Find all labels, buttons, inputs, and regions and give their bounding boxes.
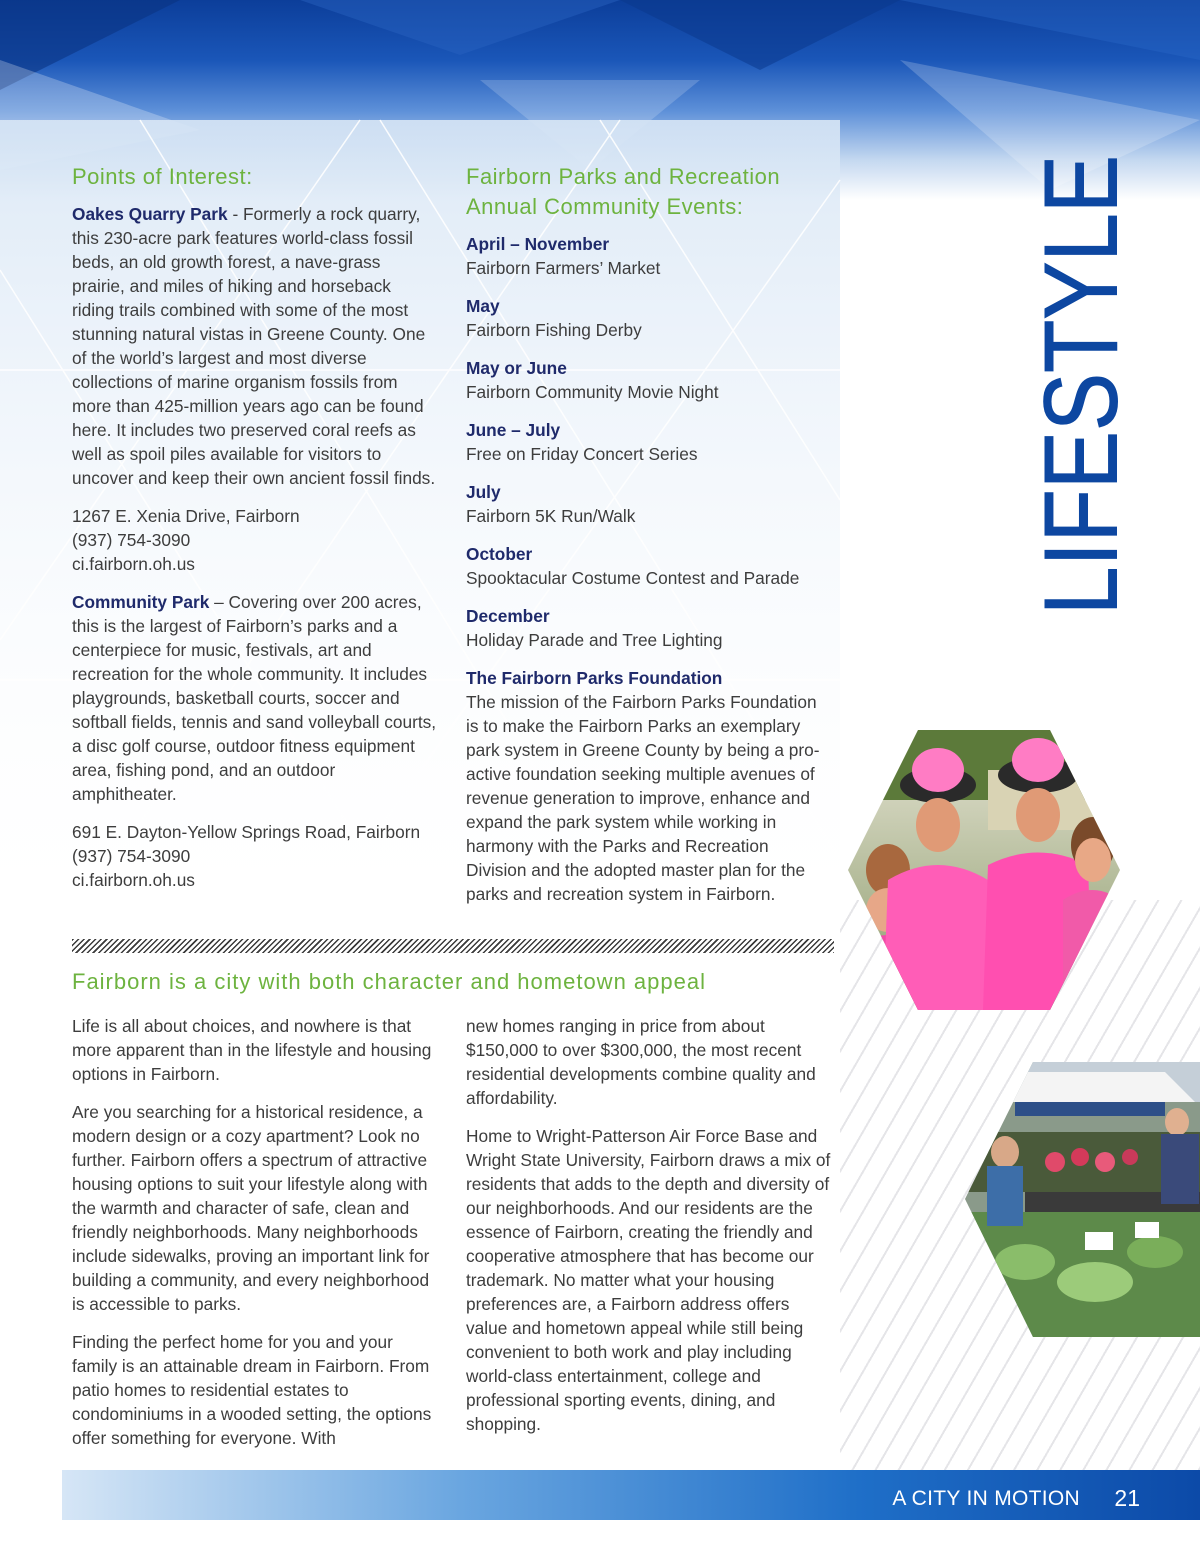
oakes-quarry-name: Oakes Quarry Park (72, 204, 228, 224)
event-when: April – November (466, 234, 610, 254)
housing-paragraph-1: Life is all about choices, and nowhere is that more apparent than in the lifestyle and housing options in Fairborn. (72, 1016, 432, 1084)
event-when: May (466, 296, 500, 316)
events-list (466, 232, 831, 652)
event-when: December (466, 606, 550, 626)
event-when: October (466, 544, 533, 564)
farmers-market-photo (965, 1062, 1200, 1337)
event-when: June – July (466, 420, 561, 440)
community-park-desc: – Covering over 200 acres, this is the largest of Fairborn’s parks and a centerpiece for music, festivals, art and recreation for the whole community. It includes playgrounds, basketball courts, soccer and softball fields, tennis and sand volleyball courts, a disc golf course, outdoor fitness equipment area, fishing pond, and an outdoor amphitheater. (72, 592, 437, 804)
event-what: Spooktacular Costume Contest and Parade (466, 568, 800, 588)
lifestyle-text: LIFESTYLE (1023, 65, 1140, 615)
points-heading: Points of Interest: (72, 164, 253, 189)
oakes-address: 1267 E. Xenia Drive, Fairborn (72, 506, 300, 526)
housing-heading: Fairborn is a city with both character and hometown appeal (72, 969, 706, 994)
community-web-link[interactable]: ci.fairborn.oh.us (72, 870, 195, 890)
community-park-paragraph (72, 590, 437, 806)
event-what: Fairborn 5K Run/Walk (466, 506, 636, 526)
event-what: Fairborn Fishing Derby (466, 320, 642, 340)
event-when: July (466, 482, 501, 502)
housing-left-column (72, 1014, 437, 1464)
events-heading-line2: Annual Community Events: (466, 194, 744, 219)
page-number: 21 (1114, 1485, 1140, 1511)
event-what: Fairborn Farmers’ Market (466, 258, 661, 278)
foundation-title: The Fairborn Parks Foundation (466, 668, 723, 688)
event-item (466, 418, 831, 466)
housing-right-column (466, 1014, 831, 1450)
lifestyle-side-title (1023, 65, 1140, 620)
oakes-web-link[interactable]: ci.fairborn.oh.us (72, 554, 195, 574)
event-when: May or June (466, 358, 567, 378)
housing-paragraph-4: new homes ranging in price from about $150,000 to over $300,000, the most recent residential developments combine quality and affordability. (466, 1016, 816, 1108)
points-of-interest-column (72, 162, 437, 906)
event-item (466, 294, 831, 342)
event-item (466, 542, 831, 590)
community-park-contact (72, 820, 437, 892)
oakes-quarry-desc: - Formerly a rock quarry, this 230-acre park features world-class fossil beds, an old growth forest, a nave-grass prairie, and miles of hiking and horseback riding trails combined with some of the most stunning natural vistas in Greene County. One of the world’s largest and most diverse collections of marine organism fossils from more than 425-million years ago can be found here. It includes two preserved coral reefs as well as spoil piles available for visitors to uncover and keep their own ancient fossil finds. (72, 204, 436, 488)
community-address: 691 E. Dayton-Yellow Springs Road, Fairborn (72, 822, 421, 842)
oakes-phone: (937) 754-3090 (72, 530, 191, 550)
zigzag-divider (72, 939, 834, 953)
event-what: Holiday Parade and Tree Lighting (466, 630, 723, 650)
event-what: Free on Friday Concert Series (466, 444, 698, 464)
community-phone: (937) 754-3090 (72, 846, 191, 866)
oakes-quarry-paragraph (72, 202, 437, 490)
events-column (466, 162, 831, 906)
foundation-text: The mission of the Fairborn Parks Foundation is to make the Fairborn Parks an exemplary park system in Greene County by being a pro-active foundation seeking multiple avenues of revenue generation to improve, enhance and expand the park system while working in harmony with the Parks and Recreation Division and the adopted master plan for the parks and recreation system in Fairborn. (466, 692, 820, 904)
foundation-paragraph (466, 666, 831, 906)
housing-paragraph-2: Are you searching for a historical residence, a modern design or a cozy apartment? Look no further. Fairborn offers a spectrum of attractive housing options to suit your lifestyle along with the warmth and character of safe, clean and friendly neighborhoods. Many neighborhoods include sidewalks, proving an important link for building a community, and every neighborhood is accessible to parks. (72, 1102, 430, 1314)
housing-paragraph-3: Finding the perfect home for you and your family is an attainable dream in Fairborn. From patio homes to residential estates to condominiums in a wooded setting, the options offer something for everyone. With (72, 1332, 432, 1448)
event-item (466, 604, 831, 652)
event-item (466, 356, 831, 404)
events-heading-line1: Fairborn Parks and Recreation (466, 164, 781, 189)
event-what: Fairborn Community Movie Night (466, 382, 719, 402)
people-pink-shirts-photo (848, 730, 1120, 1010)
footer-label: A CITY IN MOTION (892, 1487, 1080, 1510)
event-item (466, 480, 831, 528)
community-park-name: Community Park (72, 592, 210, 612)
event-item (466, 232, 831, 280)
oakes-quarry-contact (72, 504, 437, 576)
housing-paragraph-5: Home to Wright-Patterson Air Force Base and Wright State University, Fairborn draws a mix of residents that adds to the depth and diversity of our neighborhoods. And our residents are the essence of Fairborn, creating the friendly and cooperative atmosphere that has become our trademark. No matter what your housing preferences are, a Fairborn address offers value and hometown appeal while still being convenient to both work and play including world-class entertainment, college and professional sporting events, dining, and shopping. (466, 1126, 831, 1434)
